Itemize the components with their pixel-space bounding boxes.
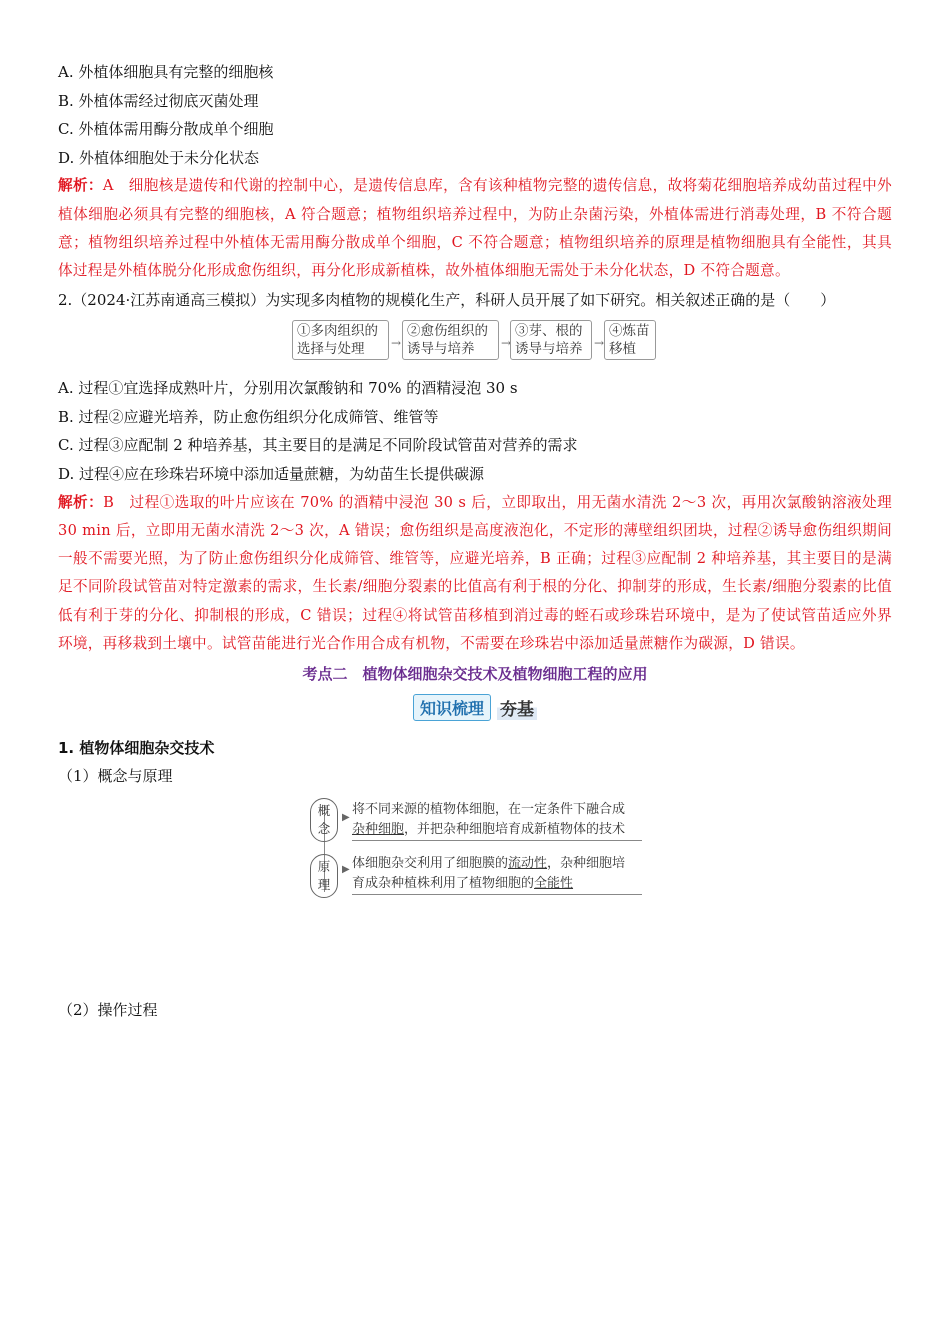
concept-text xyxy=(352,800,642,841)
principle-line1 xyxy=(352,854,642,874)
principle-text xyxy=(352,854,642,895)
part1-sub2: （2）操作过程 xyxy=(58,1001,158,1020)
arrow-right-icon: → xyxy=(594,336,605,351)
concept-pill xyxy=(310,798,338,842)
q2-option-a: A. 过程①宜选择成熟叶片，分别用次氯酸钠和 70% 的酒精浸泡 30 s xyxy=(58,379,518,398)
principle-label-1: 原 xyxy=(317,859,331,875)
concept-line2-rest: ，并把杂种细胞培育成新植物体的技术 xyxy=(404,822,626,838)
q1-options xyxy=(58,58,892,172)
q1-option-d: D. 外植体细胞处于未分化状态 xyxy=(58,148,260,167)
flow-step-3-line2: 诱导与培养 xyxy=(515,341,583,358)
principle-line2-a: 育成杂种植株利用了植物细胞的 xyxy=(352,876,535,892)
page xyxy=(58,58,892,1024)
principle-keyword-1: 流动性 xyxy=(508,856,548,872)
q2-options xyxy=(58,374,892,488)
flow-step-1 xyxy=(292,320,389,360)
analysis-label: 解析： xyxy=(58,493,104,511)
arrow-right-icon: ▶ xyxy=(342,864,350,876)
flow-step-4-line2: 移植 xyxy=(609,341,636,358)
flow-step-3-line1: ③芽、根的 xyxy=(515,323,583,340)
principle-line1-b: ，杂种细胞培 xyxy=(547,856,626,872)
badge-sub-label: 夯基 xyxy=(497,695,537,720)
badge-label: 知识梳理 xyxy=(413,694,491,721)
principle-pill xyxy=(310,854,338,898)
principle-keyword-2: 全能性 xyxy=(534,876,574,892)
flow-step-3 xyxy=(510,320,592,360)
part1-sub1: （1）概念与原理 xyxy=(58,767,173,786)
principle-line1-a: 体细胞杂交利用了细胞膜的 xyxy=(352,856,509,872)
q1-option-c: C. 外植体需用酶分散成单个细胞 xyxy=(58,120,274,139)
concept-label-2: 念 xyxy=(317,821,331,837)
analysis-text: 过程①选取的叶片应该在 70% 的酒精中浸泡 30 s 后，立即取出，用无菌水清洗 2～3 次，再用次氯酸钠溶液处理 30 min 后，立即用无菌水清洗 2～3 次，A 错误；愈伤组织是高度液泡化，不定形的薄壁组织团块，过程②诱导愈伤组织期间一般不需要光照，为了防止愈伤组织分化成筛管、维管等，应避光培养，B 正确；过程③应配制 2 种培养基，其主要目的是满足不同阶段试管苗对特定激素的需求，生长素/细胞分裂素的比值高有利于根的分化、抑制芽的形成，生长素/细胞分裂素的比值低有利于芽的分化、抑制根的形成，C 错误；过程④将试管苗移植到消过毒的蛭石或珍珠岩环境中，是为了使试管苗适应外界环境，再移栽到土壤中。试管苗能进行光合作用合成有机物，不需要在珍珠岩中添加适量蔗糖作为碳源，D 错误。 xyxy=(58,493,892,653)
analysis-text: 细胞核是遗传和代谢的控制中心，是遗传信息库，含有该种植物完整的遗传信息，故将菊花细胞培养成幼苗过程中外植体细胞必须具有完整的细胞核，A 符合题意；植物组织培养过程中，为防止杂菌污染，外植体需进行消毒处理，B 不符合题意；植物组织培养过程中外植体无需用酶分散成单个细胞，C 不符合题意；植物组织培养的原理是植物细胞具有全能性，其具体过程是外植体脱分化形成愈伤组织，再分化形成新植株，故外植体细胞无需处于未分化状态，D 不符合题意。 xyxy=(58,177,893,280)
concept-keyword: 杂种细胞 xyxy=(352,822,405,838)
q2-option-c: C. 过程③应配制 2 种培养基，其主要目的是满足不同阶段试管苗对营养的需求 xyxy=(58,436,578,455)
q2-option-d: D. 过程④应在珍珠岩环境中添加适量蔗糖，为幼苗生长提供碳源 xyxy=(58,464,485,483)
concept-label-1: 概 xyxy=(317,803,331,819)
flow-step-4-line1: ④炼苗 xyxy=(609,323,650,340)
q2-analysis xyxy=(58,489,892,659)
section-title: 考点二 植物体细胞杂交技术及植物细胞工程的应用 xyxy=(302,665,648,684)
principle-label-2: 理 xyxy=(317,877,331,893)
concept-diagram xyxy=(58,798,892,908)
analysis-answer: A xyxy=(102,177,114,195)
arrow-right-icon: → xyxy=(501,336,512,351)
part1-heading: 1. 植物体细胞杂交技术 xyxy=(58,739,215,758)
flow-step-1-line1: ①多肉组织的 xyxy=(297,323,378,340)
flow-step-1-line2: 选择与处理 xyxy=(297,341,365,358)
flow-step-4 xyxy=(604,320,656,360)
concept-line1: 将不同来源的植物体细胞，在一定条件下融合成 xyxy=(352,802,626,818)
q1-option-a: A. 外植体细胞具有完整的细胞核 xyxy=(58,63,274,81)
analysis-label: 解析： xyxy=(58,177,103,195)
analysis-answer: B xyxy=(103,493,115,511)
q2-option-b: B. 过程②应避光培养，防止愈伤组织分化成筛管、维管等 xyxy=(58,407,439,426)
q1-option-b: B. 外植体需经过彻底灭菌处理 xyxy=(58,91,259,110)
q1-analysis xyxy=(58,172,892,285)
concept-line2 xyxy=(352,820,642,840)
arrow-right-icon: → xyxy=(391,336,402,351)
q2-flowchart xyxy=(58,318,892,370)
knowledge-badge xyxy=(58,694,892,728)
arrow-right-icon: ▶ xyxy=(342,812,350,824)
flow-step-2-line1: ②愈伤组织的 xyxy=(407,323,488,340)
flow-step-2-line2: 诱导与培养 xyxy=(407,341,475,358)
principle-line2 xyxy=(352,874,642,894)
flow-step-2 xyxy=(402,320,499,360)
q2-stem: 2.（2024·江苏南通高三模拟）为实现多肉植物的规模化生产，科研人员开展了如下研究。相关叙述正确的是（ ） xyxy=(58,290,836,309)
